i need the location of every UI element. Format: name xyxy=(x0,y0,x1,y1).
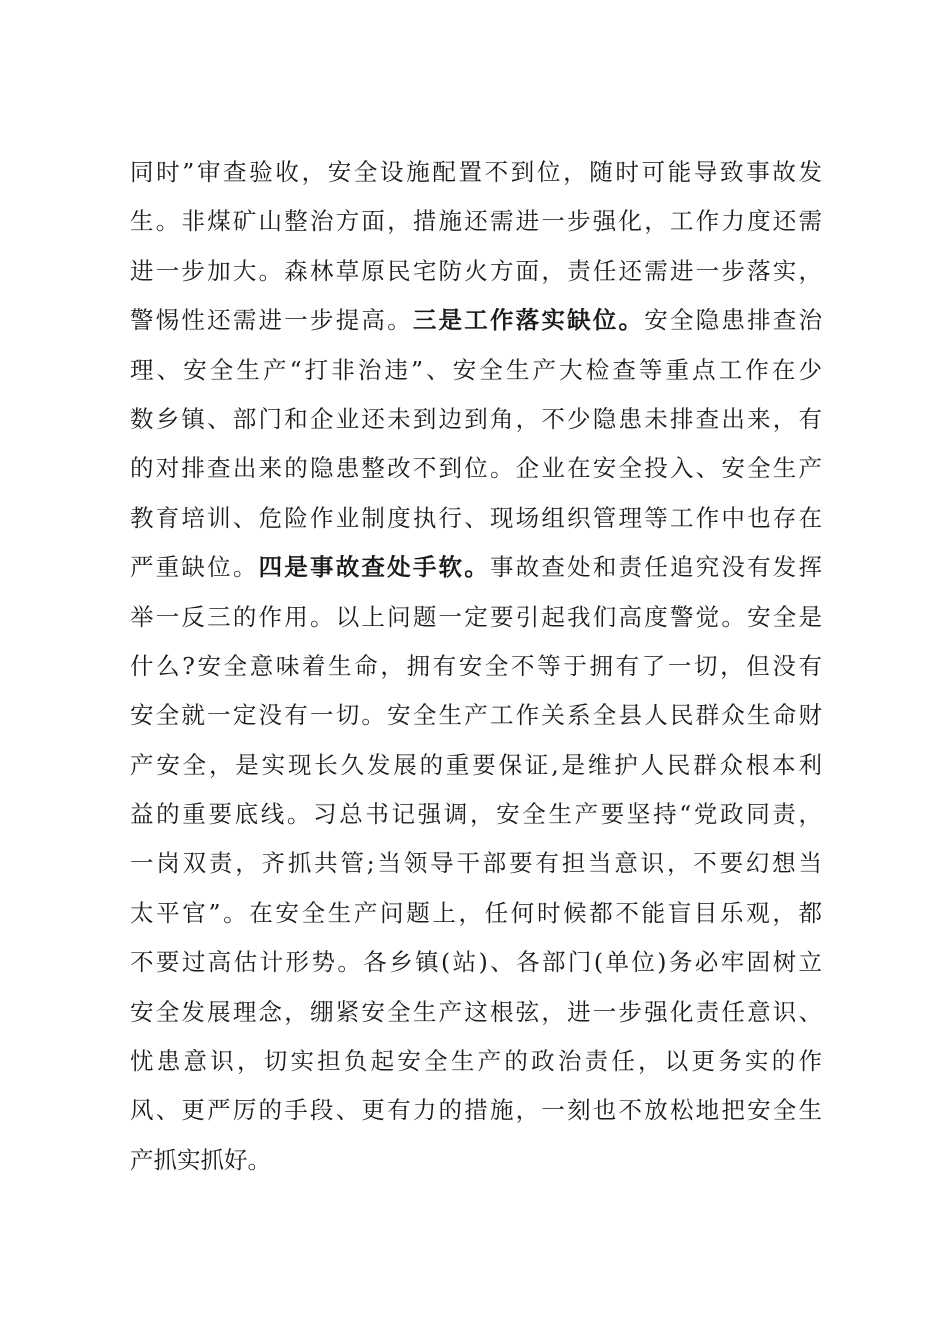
text-line xyxy=(130,741,822,790)
text-run: 安全隐患排查治 xyxy=(644,306,823,335)
text-line xyxy=(130,148,822,197)
text-line xyxy=(130,790,822,839)
text-line xyxy=(130,889,822,938)
text-line xyxy=(130,691,822,740)
text-run: 益的重要底线。习总书记强调，安全生产要坚持“党政同责， xyxy=(130,800,822,829)
text-run: 什么?安全意味着生命，拥有安全不等于拥有了一切，但没有 xyxy=(130,651,822,680)
text-line xyxy=(130,1037,822,1086)
text-run: 一岗双责，齐抓共管;当领导干部要有担当意识，不要幻想当 xyxy=(130,849,822,878)
text-run: 进一步加大。森林草原民宅防火方面，责任还需进一步落实， xyxy=(130,256,822,285)
text-run: 举一反三的作用。以上问题一定要引起我们高度警觉。安全是 xyxy=(130,602,822,631)
text-run: 严重缺位。 xyxy=(130,553,259,582)
text-run: 忧患意识，切实担负起安全生产的政治责任，以更务实的作 xyxy=(130,1047,822,1076)
bold-heading-run: 三是工作落实缺位。 xyxy=(412,306,645,335)
text-run: 生。非煤矿山整治方面，措施还需进一步强化，工作力度还需 xyxy=(130,207,822,236)
text-run: 风、更严厉的手段、更有力的措施，一刻也不放松地把安全生 xyxy=(130,1096,822,1125)
text-line xyxy=(130,642,822,691)
text-line xyxy=(130,988,822,1037)
text-line xyxy=(130,839,822,888)
text-line xyxy=(130,346,822,395)
text-line xyxy=(130,395,822,444)
text-run: 太平官”。在安全生产问题上，任何时候都不能盲目乐观，都 xyxy=(130,898,822,927)
text-line xyxy=(130,1086,822,1135)
text-line xyxy=(130,197,822,246)
bold-heading-run: 四是事故查处手软。 xyxy=(258,553,490,582)
text-run: 的对排查出来的隐患整改不到位。企业在安全投入、安全生产 xyxy=(130,454,822,483)
text-run: 安全就一定没有一切。安全生产工作关系全县人民群众生命财 xyxy=(130,701,822,730)
text-line xyxy=(130,444,822,493)
text-line xyxy=(130,1136,822,1185)
text-run: 理、安全生产“打非治违”、安全生产大检查等重点工作在少 xyxy=(130,355,822,384)
text-run: 教育培训、危险作业制度执行、现场组织管理等工作中也存在 xyxy=(130,503,822,532)
text-run: 产安全，是实现长久发展的重要保证,是维护人民群众根本利 xyxy=(130,750,822,779)
text-run: 不要过高估计形势。各乡镇(站)、各部门(单位)务必牢固树立 xyxy=(130,948,822,977)
text-line xyxy=(130,296,822,345)
text-line xyxy=(130,247,822,296)
text-line xyxy=(130,938,822,987)
text-line xyxy=(130,543,822,592)
text-line xyxy=(130,494,822,543)
body-paragraph xyxy=(130,148,822,1185)
text-run: 数乡镇、部门和企业还未到边到角，不少隐患未排查出来，有 xyxy=(130,404,822,433)
text-run: 安全发展理念，绷紧安全生产这根弦，进一步强化责任意识、 xyxy=(130,997,822,1026)
text-line xyxy=(130,593,822,642)
text-run: 产抓实抓好。 xyxy=(130,1145,271,1174)
text-run: 事故查处和责任追究没有发挥 xyxy=(489,553,823,582)
text-run: 警惕性还需进一步提高。 xyxy=(130,306,413,335)
text-run: 同时”审查验收，安全设施配置不到位，随时可能导致事故发 xyxy=(130,158,822,186)
